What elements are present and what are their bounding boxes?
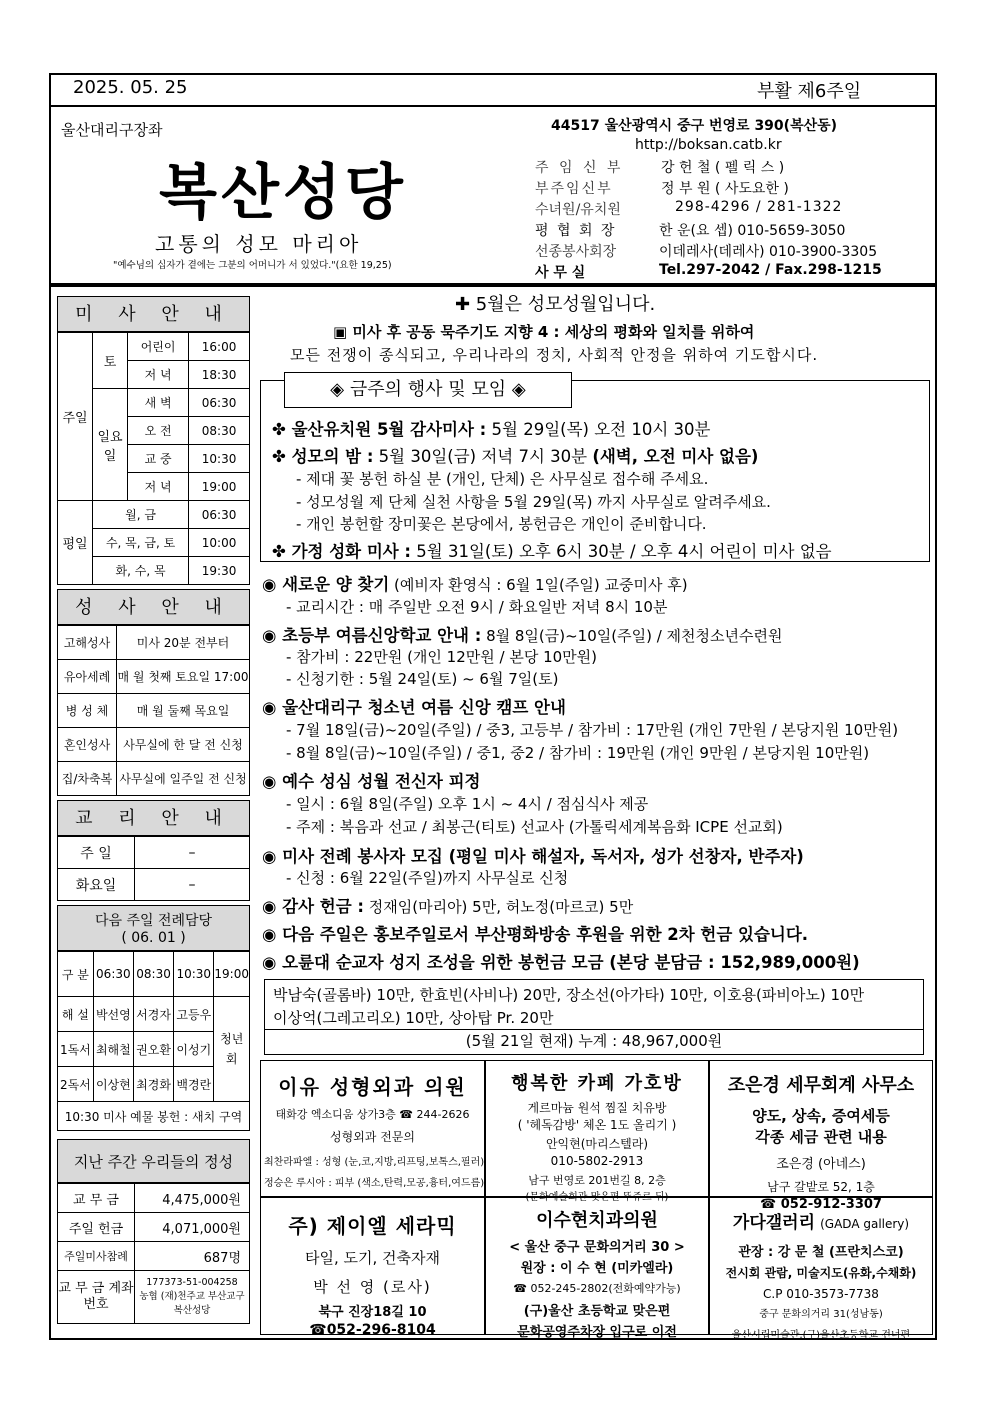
notice-title: ◉ 예수 성심 성월 전신자 피정 — [262, 772, 481, 791]
ad-line: ☎ 052-245-2802(전화예약가능) — [513, 1282, 681, 1295]
liturgy-role: 해 설 — [58, 997, 94, 1032]
sacrament-name: 병 성 체 — [58, 694, 117, 728]
staff-role: 주 임 신 부 — [535, 160, 624, 176]
liturgy-person: 최경화 — [133, 1067, 173, 1102]
homepage-link[interactable]: http://boksan.catb.kr — [635, 137, 782, 153]
liturgy-youth: 청년회 — [214, 997, 250, 1102]
event-title: ✤ 성모의 밤 : — [272, 447, 374, 466]
mass-name: 월, 금 — [93, 501, 189, 529]
account-label: 교 무 금 계좌번호 — [58, 1271, 135, 1324]
offering-name: 교 무 금 — [58, 1184, 135, 1213]
liturgy-person: 백경란 — [174, 1067, 214, 1102]
liturgy-head-cell: 08:30 — [133, 952, 173, 997]
mass-time: 06:30 — [189, 389, 250, 417]
notice-text: 8월 8일(금)~10일(주일) / 제천청소년수련원 — [481, 627, 783, 645]
mass-name: 새 벽 — [128, 389, 189, 417]
sacrament-name: 고해성사 — [58, 626, 117, 660]
ad-title: 주) 제이엘 세라믹 — [288, 1214, 457, 1238]
notice-sub: - 8월 8일(금)~10일(주일) / 중1, 중2 / 참가비 : 19만원 (개인 9만원 / 본당지원 10만원) — [286, 744, 870, 762]
patron: 고통의 성모 마리아 — [155, 232, 363, 256]
mass-time: 16:00 — [189, 333, 250, 361]
ad-line: 태화강 엑소디움 상가3층 ☎ 244-2626 — [275, 1108, 470, 1121]
mass-title: 미 사 안 내 — [57, 296, 250, 332]
staff-value: 한 운(요 셉) 010-5659-3050 — [659, 223, 846, 239]
catechism-value: – — [135, 869, 250, 901]
liturgy-person: 권오환 — [133, 1032, 173, 1067]
mass-time: 19:30 — [189, 557, 250, 585]
notice-title: ◉ 다음 주일은 홍보주일로서 부산평화방송 후원을 위한 2차 헌금 있습니다. — [262, 925, 809, 944]
event-sub: - 성모성월 제 단체 실천 사항을 5월 29일(목) 까지 사무실로 알려주세요. — [296, 493, 771, 511]
offering-name: 주일 헌금 — [58, 1213, 135, 1242]
ad-line: 박 선 영 (로사) — [313, 1278, 432, 1296]
liturgy-person: 서경자 — [133, 997, 173, 1032]
notice-text: 정재임(마리아) 5만, 허노정(마르코) 5만 — [364, 898, 634, 916]
liturgy-person: 박선영 — [93, 997, 133, 1032]
ad-line: 조은경 (아네스) — [776, 1157, 866, 1172]
liturgy-person: 이성기 — [174, 1032, 214, 1067]
sacrament-table — [57, 625, 250, 796]
mass-time: 10:00 — [189, 529, 250, 557]
mass-name: 교 중 — [128, 445, 189, 473]
weekday-label: 평일 — [58, 501, 93, 585]
staff-role: 평 협 회 장 — [535, 223, 617, 239]
sacrament-value: 사무실에 일주일 전 신청 — [117, 762, 250, 796]
ad-line: 북구 진장18길 10 — [318, 1305, 427, 1320]
ad-title: 가다갤러리 — [732, 1213, 816, 1233]
donor-total: (5월 21일 현재) 누계 : 48,967,000원 — [265, 1029, 923, 1051]
event-text: 5월 29일(목) 오전 10시 30분 — [486, 420, 711, 439]
staff-value: 강 헌 철 ( 펠 릭 스 ) — [661, 160, 785, 176]
ad-dental — [485, 1197, 709, 1340]
mass-time: 18:30 — [189, 361, 250, 389]
ad-iyu — [260, 1060, 485, 1197]
ad-cafe — [485, 1060, 709, 1203]
event-title: ✤ 울산유치원 5월 감사미사 : — [272, 420, 487, 439]
catechism-title: 교 리 안 내 — [57, 800, 250, 836]
notice-sub: - 신청 : 6월 22일(주일)까지 사무실로 신청 — [286, 869, 569, 887]
mass-time: 08:30 — [189, 417, 250, 445]
offering-value: 687명 — [135, 1242, 250, 1271]
mass-name: 오 전 — [128, 417, 189, 445]
liturgy-role: 2독서 — [58, 1067, 94, 1102]
staff-role: 선종봉사회장 — [535, 244, 617, 260]
ad-line: (구)울산 초등학교 맞은편 — [523, 1304, 671, 1319]
notice-title: ◉ 감사 헌금 : — [262, 897, 364, 916]
notice-title: ◉ 울산대리구 청소년 여름 신앙 캠프 안내 — [262, 698, 566, 717]
notice-sub: - 참가비 : 22만원 (개인 12만원 / 본당 10만원) — [286, 648, 598, 666]
notice-text: (예비자 환영식 : 6월 1일(주일) 교중미사 후) — [389, 576, 688, 594]
event-text: 5월 30일(금) 저녁 7시 30분 — [373, 447, 593, 466]
ad-line: 중구 문화의거리 31(성남동) — [759, 1309, 883, 1320]
notice-sub: - 신청기한 : 5월 24일(토) ~ 6월 7일(토) — [286, 670, 559, 688]
church-name: 복산성당 — [159, 158, 407, 228]
ad-line: 관장 : 강 문 철 (프란치스코) — [738, 1245, 904, 1260]
ad-title-sub: (GADA gallery) — [820, 1217, 910, 1231]
top-bar — [49, 73, 937, 107]
mass-time: 06:30 — [189, 501, 250, 529]
event-sub: - 제대 꽃 봉헌 하실 분 (개인, 단체) 은 사무실로 접수해 주세요. — [296, 470, 709, 488]
liturgy-date: ( 06. 01 ) — [121, 930, 186, 946]
liturgy-role: 1독서 — [58, 1032, 94, 1067]
sacrament-title: 성 사 안 내 — [57, 589, 250, 625]
staff-role: 부주임신부 — [535, 181, 613, 197]
donor-line: 이상억(그레고리오) 10만, 상아탑 Pr. 20만 — [273, 1009, 554, 1027]
event-bold: (새벽, 오전 미사 없음) — [592, 447, 759, 466]
header — [49, 107, 937, 285]
liturgy-head-cell: 06:30 — [93, 952, 133, 997]
ad-line: 문화공영주차장 입구로 이전 — [517, 1325, 677, 1340]
ad-line: < 울산 중구 문화의거리 30 > — [509, 1240, 685, 1255]
account-number: 177373-51-004258 — [146, 1277, 238, 1288]
ad-line: 정승은 루시아 : 피부 (색소,탄력,모공,흉터,여드름) — [264, 1178, 485, 1189]
ad-line: 최찬라파엘 : 성형 (눈,코,지방,리프팅,보톡스,필러) — [264, 1157, 485, 1168]
ad-ceramic — [260, 1197, 485, 1338]
liturgy-head-cell: 19:00 — [214, 952, 250, 997]
notice-title: ◉ 오륜대 순교자 성지 조성을 위한 봉헌금 모금 (본당 분담금 : 152,989,000원) — [262, 953, 860, 972]
account-bank: 농협 (재)천주교 부산교구 — [139, 1291, 245, 1302]
staff-value: 298-4296 / 281-1322 — [675, 199, 843, 215]
ad-tax — [709, 1060, 933, 1212]
notice-sub: - 교리시간 : 매 주일반 오전 9시 / 화요일반 저녁 8시 10분 — [286, 598, 668, 616]
ad-title: 행복한 카페 가호방 — [511, 1073, 683, 1094]
sacrament-name: 유아세례 — [58, 660, 117, 694]
ad-title: 이수현치과의원 — [536, 1210, 658, 1231]
staff-value: 정 부 원 ( 사도요한 ) — [661, 181, 789, 197]
ad-line: 게르마늄 원석 찜질 치유방 — [527, 1101, 667, 1115]
donor-line: 박남숙(골롬바) 10만, 한효빈(사비나) 20만, 장소선(아가타) 10만, 이호용(파비아노) 10만 — [273, 986, 865, 1004]
liturgy-note: 10:30 미사 예물 봉헌 : 새치 구역 — [58, 1102, 250, 1131]
week: 부활 제6주일 — [757, 81, 862, 102]
ad-line: 원장 : 이 수 현 (미카엘라) — [520, 1261, 674, 1276]
prayer-intention: ▣ 미사 후 공동 묵주기도 지향 4 : 세상의 평화와 일치를 위하여 — [333, 323, 755, 341]
sat-label: 토 — [93, 333, 128, 389]
mass-name: 수, 목, 금, 토 — [93, 529, 189, 557]
mass-name: 어린이 — [128, 333, 189, 361]
account-holder: 복산성당 — [173, 1305, 211, 1316]
ad-line: 타일, 도기, 건축자재 — [305, 1249, 440, 1267]
month-notice: ✚ 5월은 성모성월입니다. — [455, 294, 656, 315]
prayer-sub: 모든 전쟁이 종식되고, 우리나라의 정치, 사회적 안정을 위하여 기도합시다. — [290, 346, 819, 364]
mass-time: 10:30 — [189, 445, 250, 473]
notice-title: ◉ 미사 전례 봉사자 모집 (평일 미사 해설자, 독서자, 성가 선창자, 반주자) — [262, 847, 804, 866]
ad-line: ☎ 052-912-3307 — [760, 1197, 882, 1212]
offering-value: 4,071,000원 — [135, 1213, 250, 1242]
notice-sub: - 주제 : 복음과 선교 / 최봉근(티토) 선교사 (가톨릭세계복음화 ICPE 선교회) — [286, 818, 783, 836]
sacrament-value: 미사 20분 전부터 — [117, 626, 250, 660]
liturgy-table — [57, 951, 250, 1131]
quote: "예수님의 십자가 곁에는 그분의 어머니가 서 있었다."(요한 19,25) — [113, 260, 392, 271]
divider — [49, 285, 937, 287]
liturgy-person: 고등우 — [174, 997, 214, 1032]
notice-title: ◉ 초등부 여름신앙학교 안내 : — [262, 626, 482, 645]
mass-name: 화, 수, 목 — [93, 557, 189, 585]
ad-gallery — [709, 1197, 933, 1341]
sacrament-value: 사무실에 한 달 전 신청 — [117, 728, 250, 762]
catechism-table — [57, 836, 250, 901]
notice-sub: - 일시 : 6월 8일(주일) 오후 1시 ~ 4시 / 점심식사 제공 — [286, 795, 649, 813]
staff-value: 이데레사(데레사) 010-3900-3305 — [659, 244, 878, 260]
liturgy-head-cell: 10:30 — [174, 952, 214, 997]
sacrament-value: 매 월 첫째 토요일 17:00 — [117, 660, 250, 694]
donor-box — [264, 979, 924, 1055]
ad-line: 양도, 상속, 증여세등 — [752, 1107, 890, 1125]
catechism-value: – — [135, 837, 250, 869]
ad-title: 이유 성형외과 의원 — [278, 1075, 467, 1099]
ad-line: 남구 번영로 201번길 8, 2층 — [528, 1174, 666, 1187]
liturgy-head — [57, 905, 250, 951]
catechism-name: 주 일 — [58, 837, 135, 869]
mass-time: 19:00 — [189, 473, 250, 501]
mass-name: 저 녁 — [128, 473, 189, 501]
mass-table — [57, 332, 250, 585]
offering-name: 주일미사참례 — [58, 1242, 135, 1271]
event-sub: - 개인 봉헌할 장미꽃은 본당에서, 봉헌금은 개인이 준비합니다. — [296, 515, 707, 533]
ad-line: (문화예술회관 맞은편 뚜쥬르 뒤) — [525, 1192, 669, 1203]
catechism-name: 화요일 — [58, 869, 135, 901]
notice-sub: - 7월 18일(금)~20일(주일) / 중3, 고등부 / 참가비 : 17만원 (개인 7만원 / 본당지원 10만원) — [286, 721, 899, 739]
ad-line: ☎052-296-8104 — [309, 1322, 436, 1338]
staff-value: Tel.297-2042 / Fax.298-1215 — [659, 262, 882, 278]
mass-name: 저 녁 — [128, 361, 189, 389]
ad-line: C.P 010-3573-7738 — [763, 1287, 879, 1301]
notice-title: ◉ 새로운 양 찾기 — [262, 575, 390, 594]
sacrament-name: 집/차축복 — [58, 762, 117, 796]
address: 44517 울산광역시 중구 번영로 390(복산동) — [551, 118, 838, 134]
liturgy-person: 최해철 — [93, 1032, 133, 1067]
staff-role: 사 무 실 — [535, 265, 586, 281]
ad-line: 남구 갈밭로 52, 1층 — [767, 1180, 875, 1194]
ad-line: 전시회 관람, 미술지도(유화,수채화) — [725, 1266, 917, 1280]
liturgy-head-cell: 구 분 — [58, 952, 94, 997]
events-title: ◈ 금주의 행사 및 모임 ◈ — [284, 372, 572, 408]
liturgy-person: 이상현 — [93, 1067, 133, 1102]
ad-line: 안익현(마리스텔라) — [545, 1137, 649, 1151]
offering-title: 지난 주간 우리들의 정성 — [57, 1139, 250, 1183]
ad-title: 조은경 세무회계 사무소 — [727, 1075, 915, 1096]
staff-role: 수녀원/유치원 — [535, 202, 621, 218]
ad-line: ( '헤독감방' 체온 1도 올리기 ) — [517, 1118, 677, 1132]
offering-table — [57, 1183, 250, 1324]
date: 2025. 05. 25 — [73, 77, 188, 98]
diocese: 울산대리구장좌 — [61, 121, 163, 139]
event-title: ✤ 가정 성화 미사 : — [272, 542, 412, 561]
offering-value: 4,475,000원 — [135, 1184, 250, 1213]
ad-line: 울산시립미술관,(구)울산초등학교 건너편 — [731, 1330, 911, 1341]
ad-line: 010-5802-2913 — [550, 1154, 644, 1168]
sacrament-value: 매 월 둘째 목요일 — [117, 694, 250, 728]
ad-line: 성형외과 전문의 — [330, 1130, 415, 1144]
sun-label: 일요일 — [93, 389, 128, 501]
event-text: 5월 31일(토) 오후 6시 30분 / 오후 4시 어린이 미사 없음 — [411, 542, 832, 561]
liturgy-title: 다음 주일 전례담당 — [94, 913, 213, 929]
sacrament-name: 혼인성사 — [58, 728, 117, 762]
ad-line: 각종 세금 관련 내용 — [755, 1128, 887, 1146]
left-column — [57, 296, 250, 1324]
sunday-label: 주일 — [58, 333, 93, 501]
